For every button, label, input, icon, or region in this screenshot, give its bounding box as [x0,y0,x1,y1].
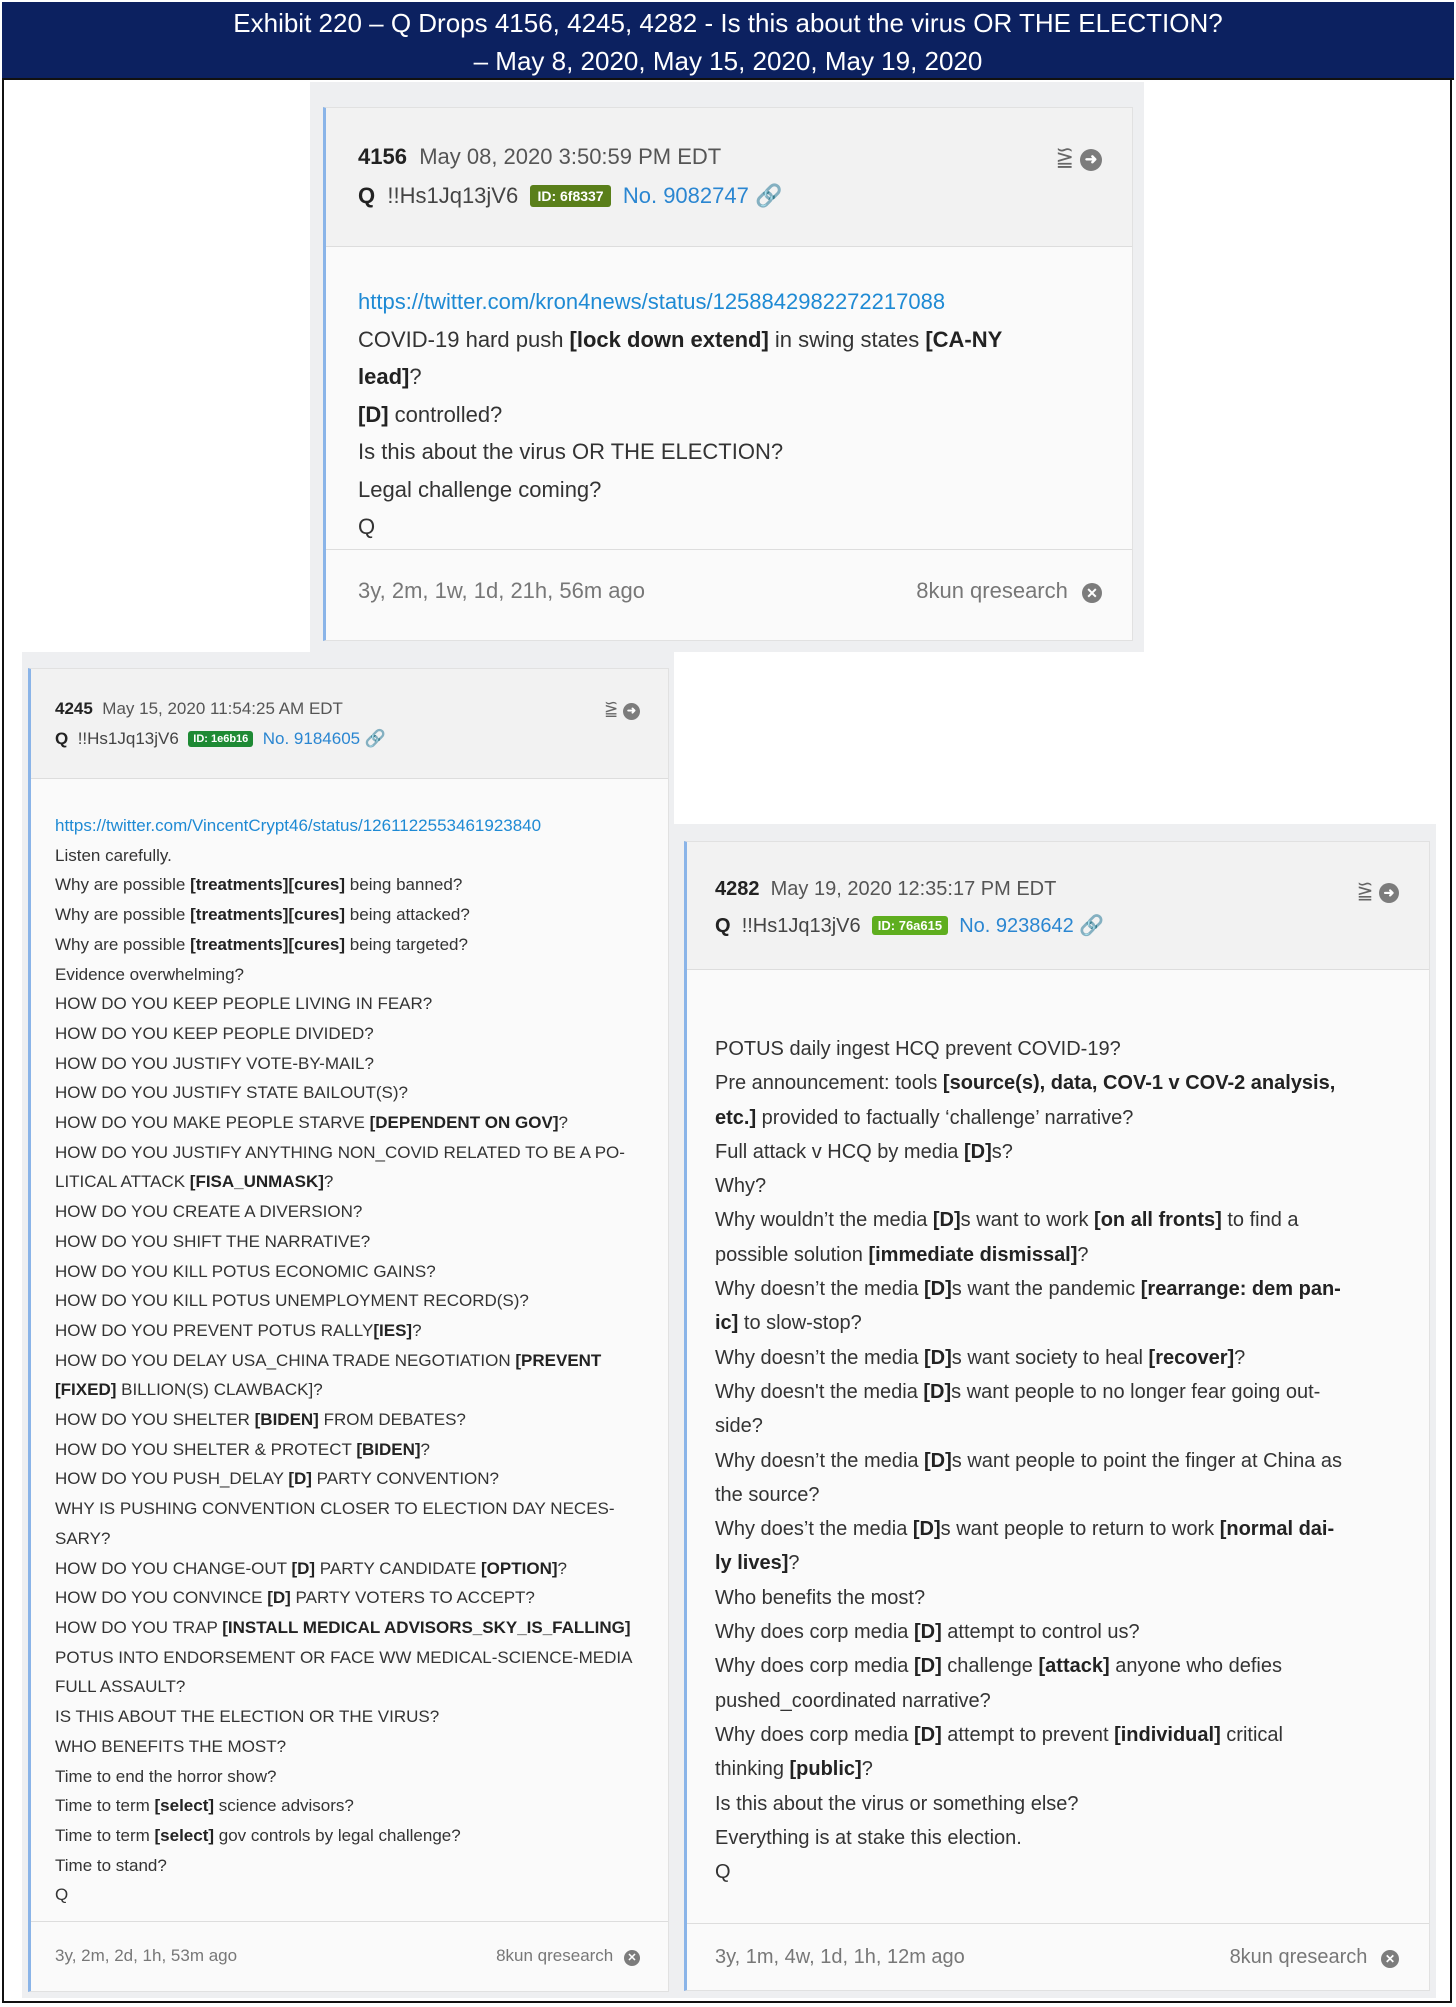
post-text-line [715,1169,1405,1203]
text-segment: Why doesn’t the media [715,1278,924,1301]
bold-segment: [source(s), data, COV-1 v COV-2 analysis, [942,1072,1336,1095]
text-segment: attempt to prevent [941,1723,1115,1746]
post-text-line [55,900,648,930]
text-segment: HOW DO YOU KEEP PEOPLE LIVING IN FEAR? [55,994,433,1014]
text-segment: HOW DO YOU CREATE A DIVERSION? [55,1202,363,1222]
text-segment: HOW DO YOU SHELTER & PROTECT [55,1439,357,1459]
text-segment: HOW DO YOU KEEP PEOPLE DIVIDED? [55,1023,374,1043]
text-segment: Why are possible [55,875,191,895]
post-text-line [55,1494,648,1524]
post-text-line [55,1554,648,1584]
post-actions [1357,878,1399,903]
post-text-line [55,1167,648,1197]
post-tripcode: !!Hs1Jq13jV6 [77,729,179,748]
post-footer [326,549,1132,642]
text-segment: HOW DO YOU JUSTIFY STATE BAILOUT(S)? [55,1083,408,1103]
text-segment: ? [557,1558,567,1578]
post-screenshot-4282 [674,824,1436,1998]
post-text-line [55,841,648,871]
text-segment: HOW DO YOU TRAP [55,1617,223,1637]
id-badge: ID: 6f8337 [530,185,610,207]
text-segment: possible solution [715,1243,869,1266]
post-text-line [55,1405,648,1435]
bold-segment: [DEPENDENT ON GOV] [369,1113,559,1133]
post-text [55,841,648,1910]
text-segment: to find a [1221,1209,1299,1232]
post-text-line [358,471,1102,509]
post-header [31,669,668,779]
bold-segment: [D] [913,1723,942,1746]
text-segment: LITICAL ATTACK [55,1172,190,1192]
post-header [326,108,1132,247]
post-text-line [358,396,1102,434]
bold-segment: [attack] [1038,1655,1110,1678]
post-text-line [715,1272,1405,1306]
bold-segment: [rearrange: dem pan- [1140,1278,1341,1301]
bold-segment: [D] [358,401,389,427]
post-text-line [55,1435,648,1465]
post-number: 4282 [715,878,760,900]
text-segment: Why are possible [55,934,191,954]
post-text-line [55,1227,648,1257]
post-text-line [55,1791,648,1821]
text-segment: provided to factually ‘challenge’ narrative? [756,1106,1134,1129]
post-external-link[interactable]: https://twitter.com/kron4news/status/1258842982272217088 [358,289,946,314]
post-text-line [55,870,648,900]
close-icon[interactable]: ✕ [1381,1950,1399,1968]
bold-segment: [D] [963,1140,992,1163]
post-card [323,107,1133,641]
text-segment: challenge [941,1655,1039,1678]
text-segment: HOW DO YOU CONVINCE [55,1588,268,1608]
text-segment: ? [1077,1243,1089,1266]
post-text-line [55,1019,648,1049]
text-segment: FROM DEBATES? [318,1410,466,1430]
post-footer [687,1923,1429,1992]
bold-segment: [PREVENT [515,1350,602,1370]
text-segment: HOW DO YOU JUSTIFY VOTE-BY-MAIL? [55,1053,374,1073]
bold-segment: [immediate dismissal] [868,1243,1078,1266]
bold-segment: [D] [288,1469,312,1489]
post-screenshot-4245 [22,652,674,1998]
post-source: 8kun qresearch [916,578,1068,603]
post-text-line [715,1787,1405,1821]
text-segment: FULL ASSAULT? [55,1677,186,1697]
post-no-link[interactable]: No. 9238642 [959,915,1074,937]
post-text-line [715,1478,1405,1512]
text-segment: HOW DO YOU JUSTIFY ANYTHING NON_COVID RELATED TO BE A PO- [55,1142,625,1162]
text-segment: the source? [715,1483,820,1506]
text-segment: BILLION(S) CLAWBACK]? [116,1380,323,1400]
bold-segment: [individual] [1114,1723,1221,1746]
text-segment: Why does corp media [715,1621,914,1644]
post-text-line [715,1203,1405,1237]
bold-segment: [D] [924,1449,952,1472]
bold-segment: [recover] [1148,1346,1235,1369]
close-icon[interactable]: ✕ [624,1950,640,1966]
post-text [715,1032,1405,1889]
post-body [326,247,1132,549]
post-text-line [55,1375,648,1405]
post-number: 4245 [55,699,93,718]
bold-segment: lead] [358,364,410,389]
post-text-line [55,1702,648,1732]
post-author: Q [715,915,731,937]
post-text-line [715,1101,1405,1135]
post-age: 3y, 2m, 2d, 1h, 53m ago [55,1946,238,1965]
post-number: 4156 [358,144,407,169]
text-segment: s want people to return to work [940,1518,1220,1541]
text-segment: Evidence overwhelming? [55,964,244,984]
post-text-line [715,1512,1405,1546]
bold-segment: [D] [912,1518,941,1541]
bold-segment: [FISA_UNMASK] [189,1172,324,1192]
id-badge: ID: 1e6b16 [188,731,253,747]
text-segment: ? [558,1113,568,1133]
post-text-line [715,1615,1405,1649]
text-segment: s? [991,1140,1013,1163]
post-text-line [55,1257,648,1287]
text-segment: HOW DO YOU SHIFT THE NARRATIVE? [55,1231,371,1251]
text-segment: ? [409,364,422,389]
text-segment: to slow-stop? [738,1312,862,1335]
post-header [687,842,1429,970]
bold-segment: [D] [924,1346,952,1369]
post-text-line [55,1108,648,1138]
text-segment: HOW DO YOU MAKE PEOPLE STARVE [55,1113,370,1133]
post-text-line [55,1197,648,1227]
post-text-line [715,1409,1405,1443]
post-text-line [55,1732,648,1762]
post-date: May 19, 2020 12:35:17 PM EDT [770,878,1057,900]
text-segment: Why doesn’t the media [715,1449,924,1472]
bold-segment: [select] [154,1825,215,1845]
post-text-line [715,1752,1405,1786]
post-author: Q [358,183,376,208]
bold-segment: [IES] [373,1320,413,1340]
text-segment: ? [412,1320,422,1340]
post-text [358,321,1102,546]
post-external-link[interactable]: https://twitter.com/VincentCrypt46/status/1261122553461923840 [55,816,542,835]
post-date: May 15, 2020 11:54:25 AM EDT [102,699,343,718]
text-segment: HOW DO YOU CHANGE-OUT [55,1558,292,1578]
bold-segment: [CA-NY [925,326,1003,352]
post-text-line [55,1316,648,1346]
post-text-line [358,508,1102,546]
post-text-line [55,989,648,1019]
post-text-line [358,358,1102,396]
text-segment: Everything is at stake this election. [715,1826,1022,1849]
text-segment: Q [55,1885,69,1905]
text-segment: WHY IS PUSHING CONVENTION CLOSER TO ELECTION DAY NECES- [55,1499,615,1519]
link-icon[interactable]: 🔗 [1079,915,1105,937]
post-footer [31,1921,668,1994]
post-text-line [55,1138,648,1168]
text-segment: Time to term [55,1796,155,1816]
bold-segment: ly lives] [715,1552,789,1575]
text-segment: PARTY CONVENTION? [311,1469,499,1489]
bold-segment: [treatments][cures] [190,934,346,954]
text-segment: critical [1220,1723,1283,1746]
text-segment: side? [715,1415,763,1438]
share-icon[interactable]: ⪠ [1055,144,1074,169]
text-segment: Who benefits the most? [715,1586,926,1609]
open-post-icon[interactable]: ➜ [1379,883,1399,903]
text-segment: Q [715,1861,731,1884]
open-post-icon[interactable]: ➜ [623,703,640,720]
bold-segment: [D] [924,1278,952,1301]
post-text-line [715,1306,1405,1340]
post-source: 8kun qresearch [496,1946,614,1965]
post-text-line [55,1049,648,1079]
text-segment: HOW DO YOU SHELTER [55,1410,255,1430]
bold-segment: [on all fronts] [1094,1209,1222,1232]
text-segment: ? [420,1439,431,1459]
post-text-line [55,1583,648,1613]
text-segment: Full attack v HCQ by media [715,1140,964,1163]
text-segment: HOW DO YOU DELAY USA_CHINA TRADE NEGOTIATION [55,1350,516,1370]
post-text-line [55,1286,648,1316]
post-text-line [55,1464,648,1494]
text-segment: Why? [715,1175,767,1198]
text-segment: Time to stand? [55,1855,167,1875]
text-segment: PARTY CANDIDATE [315,1558,482,1578]
post-date: May 08, 2020 3:50:59 PM EDT [419,144,722,169]
text-segment: SARY? [55,1528,111,1548]
text-segment: Listen carefully. [55,845,172,865]
text-segment: POTUS daily ingest HCQ prevent COVID-19? [715,1038,1121,1060]
post-text-line [55,930,648,960]
text-segment: thinking [715,1758,790,1781]
link-icon[interactable]: 🔗 [364,729,387,748]
bold-segment: ic] [715,1312,739,1335]
bold-segment: [treatments][cures] [190,875,346,895]
text-segment: Why does corp media [715,1723,914,1746]
bold-segment: [D] [923,1380,952,1403]
share-icon[interactable]: ⪠ [604,699,619,718]
post-text-line [715,1066,1405,1100]
post-text-line [55,1821,648,1851]
bold-segment: [public] [789,1758,862,1781]
exhibit-banner [2,2,1454,80]
text-segment: ? [323,1172,334,1192]
bold-segment: [INSTALL MEDICAL ADVISORS_SKY_IS_FALLING] [222,1617,631,1637]
bold-segment: [D] [913,1621,942,1644]
post-source: 8kun qresearch [1229,1946,1368,1968]
bold-segment: [BIDEN] [356,1439,421,1459]
post-age: 3y, 1m, 4w, 1d, 1h, 12m ago [715,1946,965,1968]
post-text-line [715,1855,1405,1889]
bold-segment: [normal dai- [1219,1518,1335,1541]
text-segment: s want people to no longer fear going out- [951,1380,1321,1403]
bold-segment: [D] [913,1655,942,1678]
post-text-line [715,1238,1405,1272]
text-segment: s want people to point the finger at China as [951,1449,1343,1472]
text-segment: HOW DO YOU KILL POTUS UNEMPLOYMENT RECORD(S)? [55,1291,529,1311]
post-no-link[interactable]: No. 9184605 [262,729,361,748]
post-text-line [55,1613,648,1643]
text-segment: science advisors? [214,1796,354,1816]
post-text-line [55,1762,648,1792]
bold-segment: [D] [291,1558,316,1578]
post-text-line [55,1078,648,1108]
post-card [28,668,669,1992]
post-text-line [55,1851,648,1881]
post-text-line [358,433,1102,471]
text-segment: Why are possible [55,905,191,925]
post-text-line [715,1684,1405,1718]
post-text-line [715,1375,1405,1409]
close-icon[interactable]: ✕ [1082,583,1102,603]
text-segment: Why doesn't the media [715,1380,924,1403]
bold-segment: [FIXED] [55,1380,117,1400]
post-text-line [55,1524,648,1554]
post-age: 3y, 2m, 1w, 1d, 21h, 56m ago [358,578,645,603]
post-tripcode: !!Hs1Jq13jV6 [387,183,519,208]
post-text-line [55,1880,648,1910]
link-icon[interactable]: 🔗 [754,183,783,208]
id-badge: ID: 76a615 [872,916,948,935]
post-screenshot-4156 [310,82,1144,652]
bold-segment: etc.] [715,1106,757,1129]
text-segment: Legal challenge coming? [358,476,602,502]
post-tripcode: !!Hs1Jq13jV6 [741,915,861,937]
text-segment: being attacked? [345,905,470,925]
post-text-line [715,1341,1405,1375]
bold-segment: [BIDEN] [254,1410,319,1430]
post-text-line [55,1672,648,1702]
text-segment: HOW DO YOU PUSH_DELAY [55,1469,289,1489]
bold-segment: [treatments][cures] [190,905,346,925]
text-segment: s want to work [960,1209,1095,1232]
text-segment: being banned? [345,875,463,895]
banner-dates: – May 8, 2020, May 15, 2020, May 19, 2020 [473,46,983,76]
text-segment: s want the pandemic [951,1278,1141,1301]
text-segment: s want society to heal [951,1346,1149,1369]
post-author: Q [55,729,69,748]
bold-segment: [lock down extend] [569,326,769,352]
text-segment: Why wouldn’t the media [715,1209,933,1232]
text-segment: COVID-19 hard push [358,326,570,352]
text-segment: HOW DO YOU PREVENT POTUS RALLY [55,1320,374,1340]
text-segment: WHO BENEFITS THE MOST? [55,1736,287,1756]
post-text-line [55,1346,648,1376]
post-body [31,779,668,1921]
post-card [684,841,1430,1991]
text-segment: pushed_coordinated narrative? [715,1689,991,1712]
text-segment: Why does corp media [715,1655,914,1678]
text-segment: POTUS INTO ENDORSEMENT OR FACE WW MEDICAL-SCIENCE-MEDIA [55,1647,633,1667]
post-no-link[interactable]: No. 9082747 [622,183,749,208]
text-segment: Why doesn’t the media [715,1346,924,1369]
text-segment: controlled? [388,401,503,427]
text-segment: ? [1234,1346,1246,1369]
bold-segment: [D] [267,1588,291,1608]
text-segment: Time to end the horror show? [55,1766,277,1786]
text-segment: Is this about the virus or something else? [715,1792,1079,1815]
text-segment: ? [861,1758,873,1781]
banner-title: Exhibit 220 – Q Drops 4156, 4245, 4282 - Is this about the virus OR THE ELECTION? [233,8,1223,38]
post-text-line [55,1643,648,1673]
text-segment: Time to term [55,1825,155,1845]
post-text-line [715,1581,1405,1615]
post-text-line [715,1546,1405,1580]
share-icon[interactable]: ⪠ [1356,880,1374,902]
post-body [687,970,1429,1923]
text-segment: attempt to control us? [941,1621,1140,1644]
post-text-line [715,1444,1405,1478]
post-text-line [715,1032,1405,1066]
post-text-line [55,960,648,990]
text-segment: HOW DO YOU KILL POTUS ECONOMIC GAINS? [55,1261,436,1281]
post-text-line [715,1718,1405,1752]
bold-segment: [D] [932,1209,961,1232]
bold-segment: [OPTION] [481,1558,558,1578]
post-actions [604,699,640,720]
text-segment: ? [788,1552,800,1575]
post-actions [1055,144,1102,171]
text-segment: PARTY VOTERS TO ACCEPT? [290,1588,535,1608]
text-segment: being targeted? [345,934,468,954]
text-segment: gov controls by legal challenge? [214,1825,461,1845]
text-segment: Is this about the virus OR THE ELECTION? [358,439,784,464]
open-post-icon[interactable]: ➜ [1080,149,1102,171]
text-segment: anyone who defies [1109,1655,1282,1678]
post-text-line [715,1649,1405,1683]
bold-segment: [select] [154,1796,215,1816]
text-segment: in swing states [768,326,926,352]
text-segment: Q [358,514,376,539]
text-segment: IS THIS ABOUT THE ELECTION OR THE VIRUS? [55,1707,440,1727]
post-text-line [358,321,1102,359]
post-text-line [715,1821,1405,1855]
post-text-line [715,1135,1405,1169]
text-segment: Pre announcement: tools [715,1072,943,1095]
text-segment: Why does’t the media [715,1518,913,1541]
